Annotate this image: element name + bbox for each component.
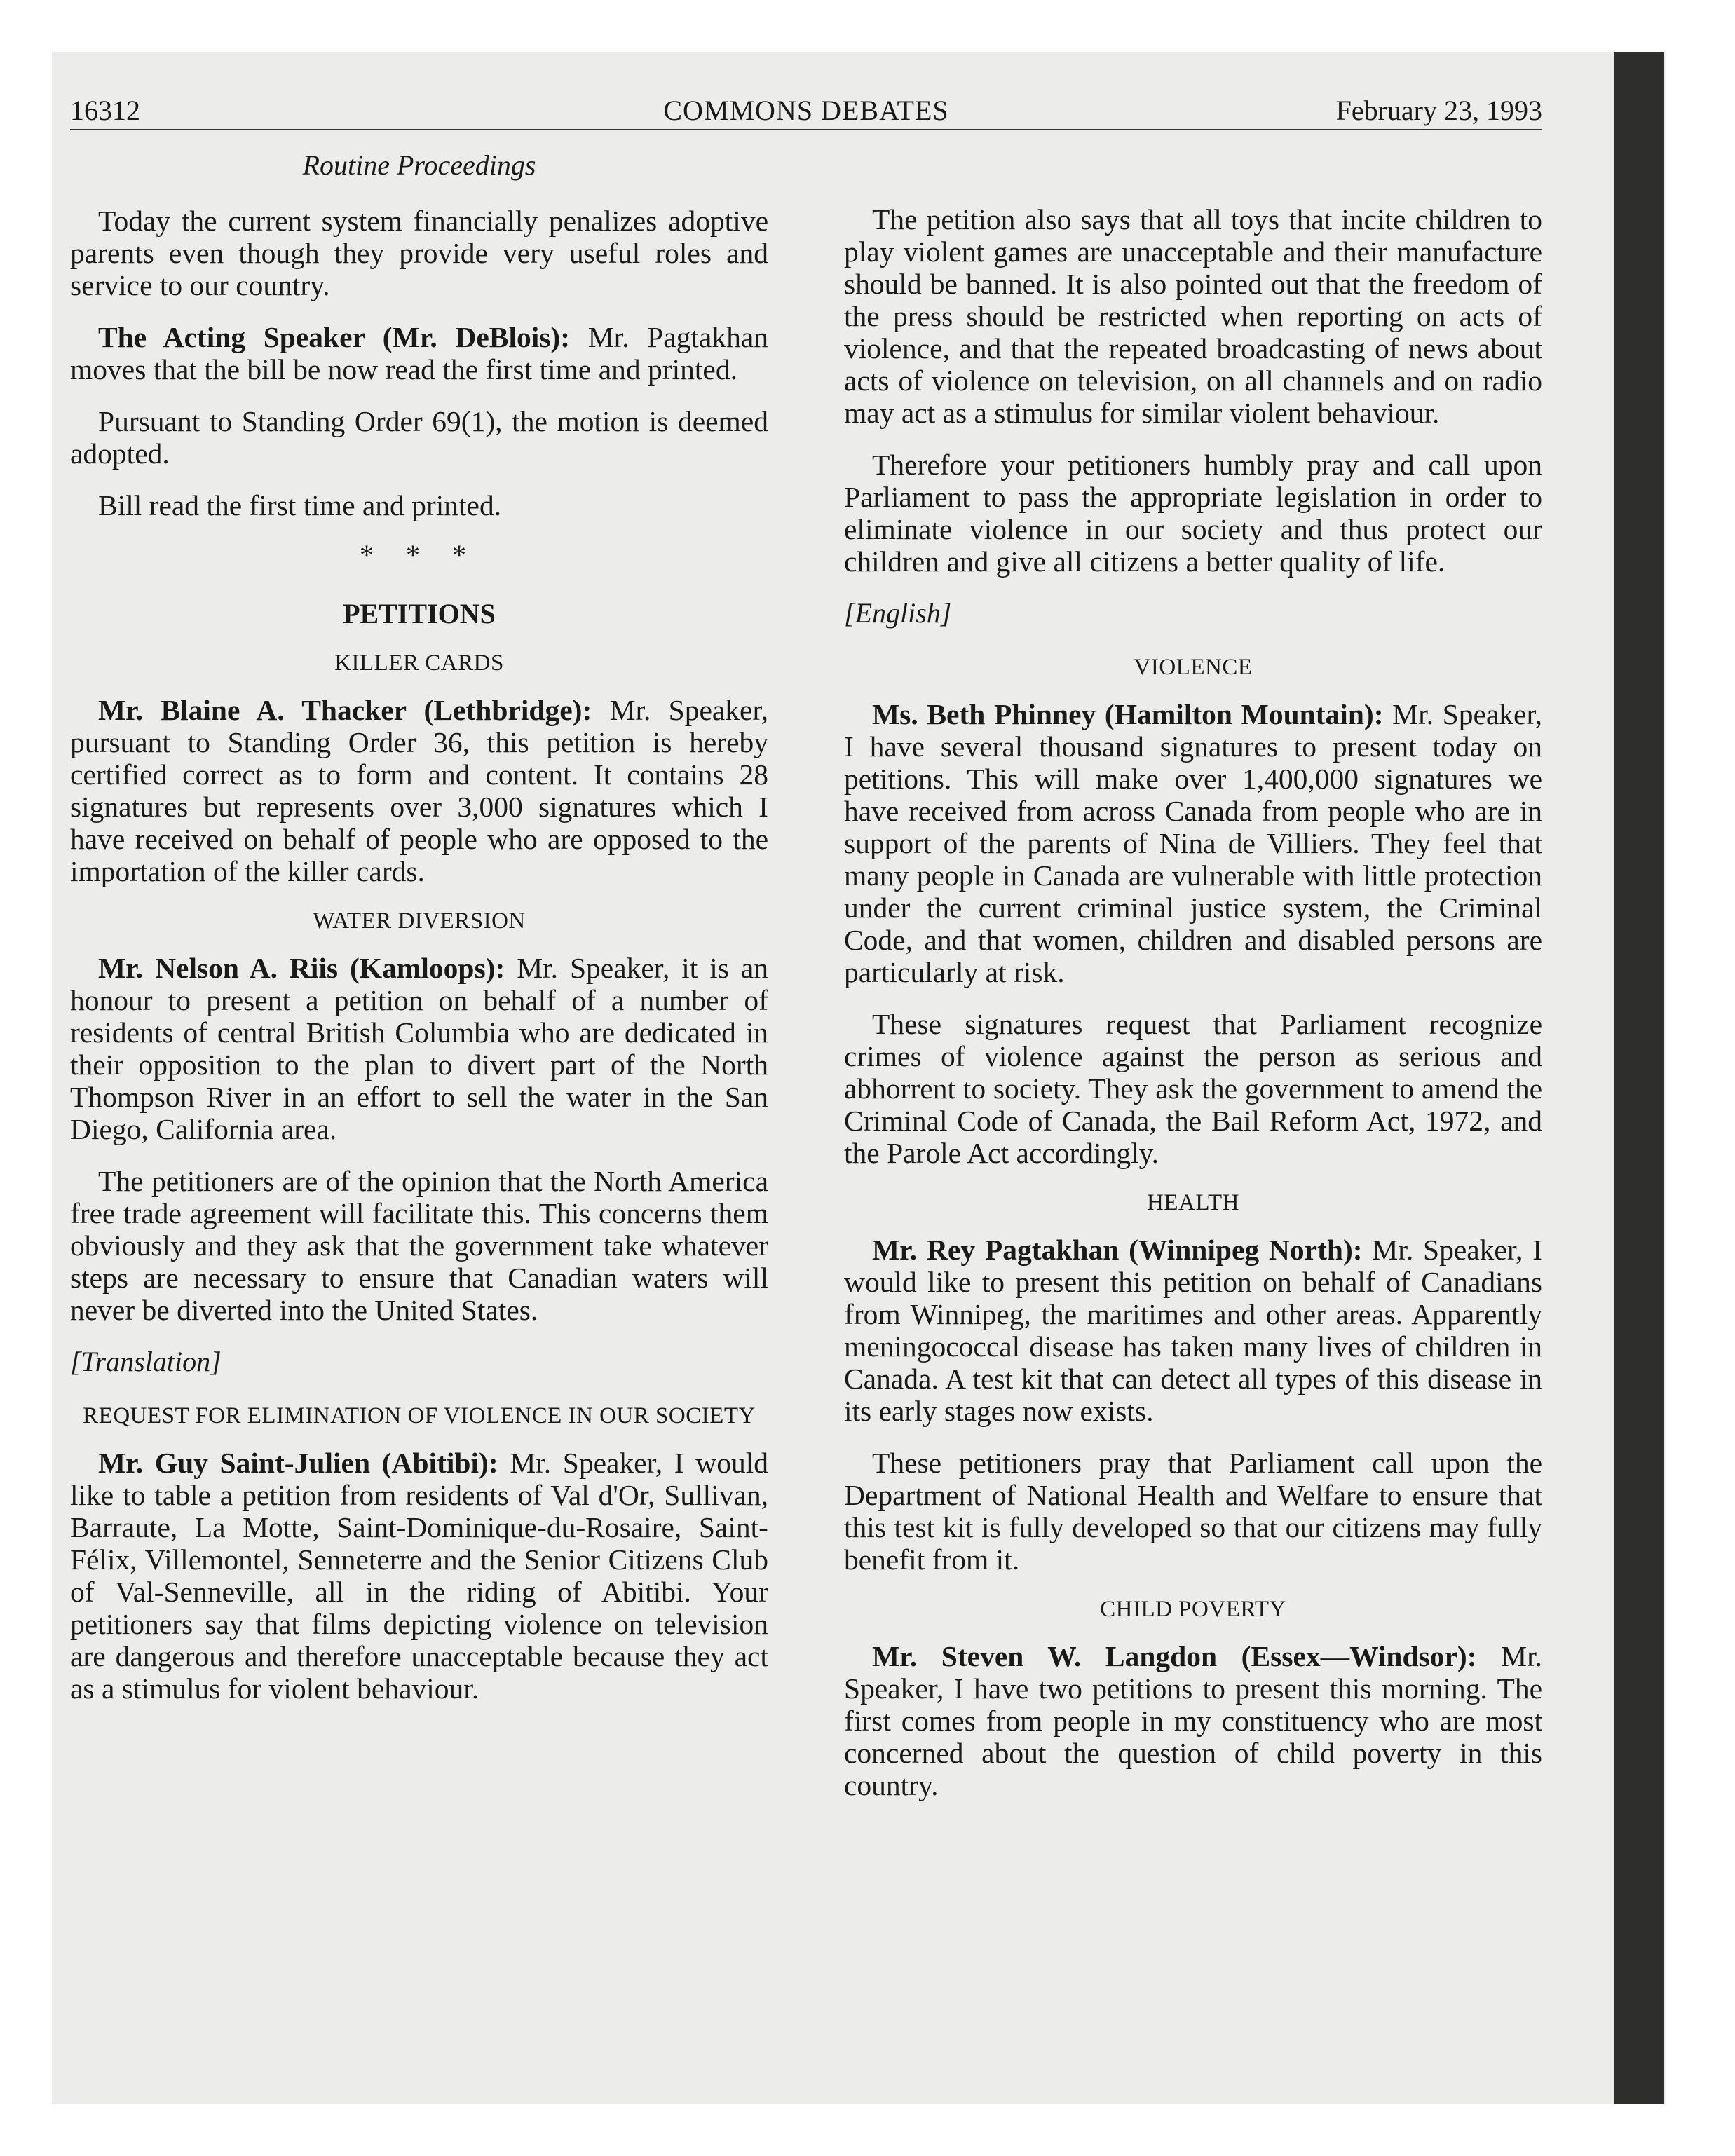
speaker-name: Mr. Nelson A. Riis (Kamloops): <box>98 952 505 984</box>
speaker-name: Mr. Rey Pagtakhan (Winnipeg North): <box>872 1234 1363 1266</box>
speech-text: Mr. Speaker, I have two petitions to present this morning. The first comes from people in my constituency who are most concerned about the question of child poverty in this country. <box>844 1640 1542 1801</box>
subheading-violence-request: REQUEST FOR ELIMINATION OF VIOLENCE IN OUR SOCIETY <box>83 1403 756 1428</box>
speech-text: Mr. Speaker, I would like to table a petition from residents of Val d'Or, Sullivan, Barraute, La Motte, Saint-Dominique-du-Rosaire, Saint-Félix, Villemontel, Senneterre and the Senior Citizens Club of Val-Senneville, all in the riding of Abitibi. Your petitioners say that films depicting violence on television are dangerous and therefore unacceptable because they act as a stimulus for violent behaviour. <box>70 1447 768 1705</box>
publication-title: COMMONS DEBATES <box>663 95 949 126</box>
speech-text: Mr. Speaker, I have several thousand signatures to present today on petitions. This will make over 1,400,000 signatures we have received from across Canada from people who are in support of the parents of Nina de Villiers. They feel that many people in Canada are vulnerable with little protection under the current criminal justice system, the Criminal Code, and that women, children and disabled persons are particularly at risk. <box>844 698 1542 988</box>
page-number: 16312 <box>70 95 140 126</box>
section-separator: * * * <box>360 539 479 571</box>
speaker-name: Mr. Guy Saint-Julien (Abitibi): <box>98 1447 498 1479</box>
speech-text: Mr. Speaker, I would like to present this petition on behalf of Canadians from Winnipeg, the maritimes and other areas. Apparently meningococcal disease has taken many lives of children in Canada. A test kit that can detect all types of this disease in its early stages now exists. <box>844 1234 1542 1427</box>
paragraph <box>70 321 768 386</box>
speaker-name: The Acting Speaker (Mr. DeBlois): <box>98 321 571 353</box>
translation-marker: [Translation] <box>70 1346 222 1377</box>
section-title: PETITIONS <box>343 598 496 629</box>
subheading-water-diversion: WATER DIVERSION <box>313 908 526 934</box>
paragraph: These signatures request that Parliament recognize crimes of violence against the person as serious and abhorrent to society. They ask the government to amend the Criminal Code of Canada, the Bail Reform Act, 1972, and the Parole Act accordingly. <box>844 1008 1542 1169</box>
paragraph <box>844 1640 1542 1801</box>
english-marker: [English] <box>844 597 952 629</box>
right-column <box>844 203 1542 1821</box>
speech-text: Mr. Pagtakhan moves that the bill be now read the first time and printed. <box>70 321 768 386</box>
paragraph: Today the current system financially penalizes adoptive parents even though they provide very useful roles and service to our country. <box>70 205 768 301</box>
running-head: Routine Proceedings <box>302 149 536 181</box>
paragraph: The petitioners are of the opinion that the North America free trade agreement will facilitate this. This concerns them obviously and they ask that the government take whatever steps are necessary to ensure that Canadian waters will never be diverted into the United States. <box>70 1165 768 1326</box>
paragraph <box>70 1447 768 1705</box>
speaker-name: Mr. Blaine A. Thacker (Lethbridge): <box>98 694 592 726</box>
paragraph: Therefore your petitioners humbly pray and call upon Parliament to pass the appropriate legislation in order to eliminate violence in our society and thus protect our children and give all citizens a better quality of life. <box>844 449 1542 578</box>
speech-text: Mr. Speaker, pursuant to Standing Order 36, this petition is hereby certified correct as to form and content. It contains 28 signatures but represents over 3,000 signatures which I have received on behalf of people who are opposed to the importation of the killer cards. <box>70 694 768 887</box>
paragraph <box>844 698 1542 988</box>
paragraph <box>844 1234 1542 1427</box>
paragraph: Bill read the first time and printed. <box>98 489 502 521</box>
page-header <box>70 83 1542 130</box>
paragraph: The petition also says that all toys that incite children to play violent games are unacceptable and their manufacture should be banned. It is also pointed out that the freedom of the press should be restricted when reporting on acts of violence, and that the repeated broadcasting of news about acts of violence on television, on all channels and on radio may act as a stimulus for similar violent behaviour. <box>844 203 1542 429</box>
speaker-name: Mr. Steven W. Langdon (Essex—Windsor): <box>872 1640 1477 1672</box>
paragraph <box>70 952 768 1145</box>
subheading-health: HEALTH <box>1147 1190 1239 1215</box>
subheading-violence: VIOLENCE <box>1134 655 1253 680</box>
subheading-killer-cards: KILLER CARDS <box>334 650 504 676</box>
paragraph: Pursuant to Standing Order 69(1), the motion is deemed adopted. <box>70 405 768 470</box>
speaker-name: Ms. Beth Phinney (Hamilton Mountain): <box>872 698 1384 730</box>
paragraph: These petitioners pray that Parliament call upon the Department of National Health and Welfare to ensure that this test kit is fully developed so that our citizens may fully benefit from it. <box>844 1447 1542 1576</box>
publication-date: February 23, 1993 <box>1335 95 1542 126</box>
scan-edge-shadow <box>1614 52 1664 2104</box>
paragraph <box>70 694 768 887</box>
subheading-child-poverty: CHILD POVERTY <box>1100 1597 1286 1622</box>
speech-text: Mr. Speaker, it is an honour to present a petition on behalf of a number of residents of central British Columbia who are dedicated in their opposition to the plan to divert part of the North Thompson River in an effort to sell the water in the San Diego, California area. <box>70 952 768 1145</box>
left-column <box>70 149 768 1724</box>
